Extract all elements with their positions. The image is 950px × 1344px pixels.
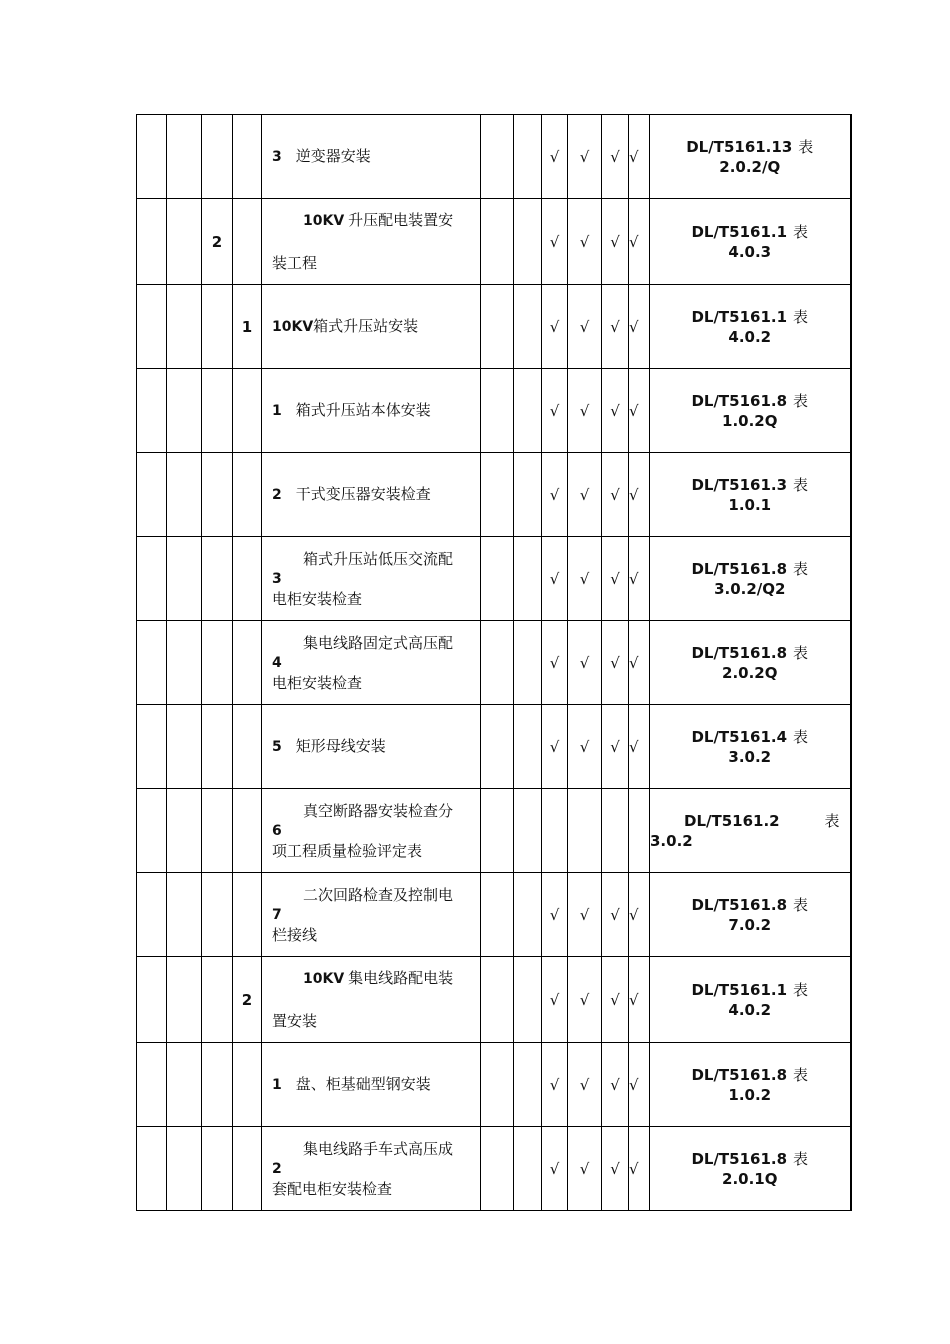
check-cell-4: √ [629,957,650,1043]
col2-cell [167,199,202,285]
item-number: 3 [272,149,282,165]
check-cell-2: √ [568,873,602,957]
check-cell-2: √ [568,957,602,1043]
item-label-line-2: 栏接线 [272,925,318,944]
table-number: 4.0.2 [728,327,772,346]
standard-code-line [650,1149,850,1169]
check-cell-4: √ [629,537,650,621]
blank-cell-a [481,1127,514,1211]
check-cell-2: √ [568,285,602,369]
item-number: 1 [272,1077,282,1093]
blank-cell-b [514,115,542,199]
col2-cell [167,453,202,537]
check-cell-3: √ [602,1127,629,1211]
blank-cell-a [481,115,514,199]
item-label-line-2: 置安装 [272,1012,318,1030]
blank-cell-a [481,957,514,1043]
item-name-cell [262,873,481,957]
check-cell-1: √ [542,957,568,1043]
item-label-line-1: 升压配电装置安 [348,211,454,229]
table-number: 2.0.1Q [722,1169,778,1188]
table-word: 表 [793,643,809,662]
standard-ref-cell [650,199,851,285]
table-word: 表 [824,811,840,830]
standard-ref-cell [650,453,851,537]
col2-cell [167,957,202,1043]
table-row [137,115,851,199]
blank-cell-a [481,1043,514,1127]
blank-cell-b [514,369,542,453]
item-name-cell [262,199,481,285]
blank-cell-a [481,873,514,957]
item-label-line-2: 套配电柜安装检查 [272,1179,393,1198]
table-number: 4.0.2 [728,1000,772,1019]
level3-number-cell [233,453,262,537]
table-number: 3.0.2 [650,831,693,850]
check-cell-1: √ [542,285,568,369]
item-name-cell [262,115,481,199]
standard-code: DL/T5161.8 [691,895,788,914]
standard-code: DL/T5161.8 [691,643,788,662]
item-name-cell [262,789,481,873]
table-row [137,789,851,873]
check-cell-4: √ [629,705,650,789]
level2-number-cell [202,115,233,199]
table-word: 表 [793,475,809,494]
item-prefix: 10KV [303,213,345,229]
standard-ref-cell [650,1043,851,1127]
item-name-cell [262,1127,481,1211]
level3-number-cell [233,1127,262,1211]
blank-cell-a [481,621,514,705]
table-word: 表 [793,895,809,914]
check-cell-2: √ [568,705,602,789]
item-number: 4 [272,654,282,671]
blank-cell-b [514,621,542,705]
check-cell-2: √ [568,621,602,705]
check-cell-4: √ [629,115,650,199]
standard-code: DL/T5161.13 [686,137,793,156]
col1-cell [137,957,167,1043]
table-word: 表 [793,222,809,241]
col1-cell [137,1043,167,1127]
standard-code-line [650,307,850,327]
blank-cell-a [481,285,514,369]
table-number: 4.0.3 [728,242,772,261]
item-number: 6 [272,822,282,839]
table-word: 表 [793,391,809,410]
table-row [137,705,851,789]
standard-ref-cell [650,789,851,873]
standard-code: DL/T5161.1 [691,222,788,241]
level2-number-cell [202,1043,233,1127]
standard-code: DL/T5161.2 [684,811,780,830]
check-cell-3: √ [602,1043,629,1127]
check-cell-2: √ [568,115,602,199]
level3-number-cell: 1 [233,285,262,369]
blank-cell-b [514,873,542,957]
check-cell-4: √ [629,621,650,705]
col2-cell [167,1043,202,1127]
blank-cell-a [481,199,514,285]
col2-cell [167,705,202,789]
level2-number-cell [202,369,233,453]
level3-number-cell [233,115,262,199]
check-cell-3: √ [602,199,629,285]
level2-number-cell [202,789,233,873]
standard-code: DL/T5161.8 [691,1149,788,1168]
col1-cell [137,705,167,789]
table-row [137,285,851,369]
item-label-line-1: 箱式升压站低压交流配 [303,549,454,568]
level2-number-cell [202,453,233,537]
standard-ref-cell [650,1127,851,1211]
item-name-cell [262,369,481,453]
item-name-cell [262,957,481,1043]
col2-cell [167,369,202,453]
item-label-line-1: 集电线路固定式高压配 [303,633,454,652]
level2-number-cell [202,621,233,705]
level3-number-cell [233,199,262,285]
level3-number-cell: 2 [233,957,262,1043]
check-cell-4: √ [629,369,650,453]
check-cell-4: √ [629,199,650,285]
table-number: 1.0.2 [728,1085,772,1104]
table-number: 2.0.2/Q [719,157,781,176]
item-label-line-2: 项工程质量检验评定表 [272,841,423,860]
col2-cell [167,873,202,957]
item-label: 矩形母线安装 [295,737,386,755]
check-cell-1: √ [542,873,568,957]
standard-ref-cell [650,621,851,705]
check-cell-2: √ [568,537,602,621]
check-cell-3: √ [602,369,629,453]
blank-cell-b [514,537,542,621]
level2-number-cell [202,537,233,621]
check-cell-4 [629,789,650,873]
table-row [137,453,851,537]
check-cell-1: √ [542,1127,568,1211]
standard-code-line [650,895,850,915]
item-label-line-2: 装工程 [272,254,318,272]
table-number: 7.0.2 [728,915,772,934]
item-number: 1 [272,403,282,419]
item-label-line-1: 真空断路器安装检查分 [303,801,454,820]
table-row [137,621,851,705]
check-cell-2: √ [568,1043,602,1127]
item-label-line-1: 集电线路配电装 [348,969,454,987]
standard-code: DL/T5161.1 [691,307,788,326]
col2-cell [167,621,202,705]
level3-number-cell [233,1043,262,1127]
standard-code-line [650,1065,850,1085]
blank-cell-b [514,1043,542,1127]
check-cell-3: √ [602,537,629,621]
col1-cell [137,115,167,199]
check-cell-3: √ [602,957,629,1043]
col1-cell [137,621,167,705]
standard-code-line [650,137,850,157]
blank-cell-a [481,453,514,537]
table-word: 表 [793,307,809,326]
standard-ref-cell [650,537,851,621]
table-number: 3.0.2 [728,747,772,766]
standard-code: DL/T5161.8 [691,559,788,578]
blank-cell-a [481,537,514,621]
table-word: 表 [793,980,809,999]
standard-code-line [650,222,850,242]
item-number: 2 [272,1160,282,1177]
item-name-cell [262,285,481,369]
item-label-line-2: 电柜安装检查 [272,589,363,608]
table-number: 3.0.2/Q2 [714,579,786,598]
table-number: 1.0.1 [728,495,772,514]
check-cell-3: √ [602,873,629,957]
level2-number-cell: 2 [202,199,233,285]
check-cell-3: √ [602,621,629,705]
check-cell-3: √ [602,285,629,369]
table-row [137,369,851,453]
item-line-1 [272,199,474,242]
level2-number-cell [202,957,233,1043]
standard-ref-cell [650,369,851,453]
col1-cell [137,199,167,285]
standard-ref-cell [650,705,851,789]
check-cell-1: √ [542,537,568,621]
blank-cell-a [481,789,514,873]
col2-cell [167,285,202,369]
item-label: 盘、柜基础型钢安装 [295,1075,431,1093]
check-cell-3 [602,789,629,873]
table-row [137,1043,851,1127]
standard-code-line [650,980,850,1000]
col1-cell [137,537,167,621]
table-row [137,873,851,957]
blank-cell-a [481,705,514,789]
level3-number-cell [233,621,262,705]
check-cell-3: √ [602,115,629,199]
table-row [137,537,851,621]
check-cell-1: √ [542,199,568,285]
item-label: 箱式升压站本体安装 [295,401,431,419]
check-cell-1: √ [542,1043,568,1127]
item-label-line-1: 二次回路检查及控制电 [303,885,454,904]
check-cell-4: √ [629,1043,650,1127]
check-cell-1: √ [542,115,568,199]
table-row [137,1127,851,1211]
check-cell-3: √ [602,453,629,537]
item-label: 逆变器安装 [295,147,371,165]
standard-code: DL/T5161.8 [691,391,788,410]
table-number: 2.0.2Q [722,663,778,682]
table-word: 表 [798,137,814,156]
level2-number-cell [202,705,233,789]
item-number: 5 [272,739,282,755]
level3-number-cell [233,705,262,789]
standard-code-line [650,727,850,747]
col1-cell [137,789,167,873]
level2-number-cell [202,873,233,957]
standard-ref-cell [650,115,851,199]
item-label: 箱式升压站安装 [313,317,419,335]
level2-number-cell [202,1127,233,1211]
check-cell-1: √ [542,705,568,789]
table-number: 1.0.2Q [722,411,778,430]
standard-code-line [650,643,850,663]
check-cell-4: √ [629,285,650,369]
table-word: 表 [793,1149,809,1168]
item-label-line-1: 集电线路手车式高压成 [303,1139,454,1158]
item-line-1 [272,957,474,1000]
table-row [137,957,851,1043]
item-name-cell [262,453,481,537]
check-cell-1: √ [542,621,568,705]
standard-code: DL/T5161.8 [691,1065,788,1084]
check-cell-1: √ [542,369,568,453]
standard-code-line [650,475,850,495]
table-word: 表 [793,1065,809,1084]
table-word: 表 [793,559,809,578]
table-word: 表 [793,727,809,746]
col2-cell [167,115,202,199]
col1-cell [137,1127,167,1211]
item-number: 7 [272,906,282,923]
col1-cell [137,453,167,537]
standard-code-line [650,391,850,411]
item-name-cell [262,1043,481,1127]
table-row [137,199,851,285]
check-cell-4: √ [629,873,650,957]
item-label: 干式变压器安装检查 [295,485,431,503]
level3-number-cell [233,873,262,957]
standard-code: DL/T5161.1 [691,980,788,999]
inspection-items-table [136,114,852,1211]
standard-code-line [650,559,850,579]
item-name-cell [262,705,481,789]
check-cell-2: √ [568,199,602,285]
standard-code-line [650,811,850,831]
check-cell-4: √ [629,453,650,537]
col1-cell [137,369,167,453]
level2-number-cell [202,285,233,369]
blank-cell-b [514,199,542,285]
level3-number-cell [233,789,262,873]
blank-cell-a [481,369,514,453]
col1-cell [137,873,167,957]
item-prefix: 10KV [272,319,314,335]
standard-ref-cell [650,957,851,1043]
item-name-cell [262,621,481,705]
standard-code: DL/T5161.3 [691,475,788,494]
col2-cell [167,537,202,621]
blank-cell-b [514,705,542,789]
check-cell-1: √ [542,453,568,537]
standard-ref-cell [650,285,851,369]
blank-cell-b [514,1127,542,1211]
check-cell-4: √ [629,1127,650,1211]
standard-code: DL/T5161.4 [691,727,788,746]
level3-number-cell [233,537,262,621]
standard-ref-cell [650,873,851,957]
item-prefix: 10KV [303,971,345,987]
check-cell-2: √ [568,369,602,453]
check-cell-2 [568,789,602,873]
col1-cell [137,285,167,369]
check-cell-1 [542,789,568,873]
level3-number-cell [233,369,262,453]
check-cell-3: √ [602,705,629,789]
item-number: 3 [272,570,282,587]
blank-cell-b [514,453,542,537]
item-name-cell [262,537,481,621]
check-cell-2: √ [568,453,602,537]
item-number: 2 [272,487,282,503]
blank-cell-b [514,957,542,1043]
blank-cell-b [514,789,542,873]
blank-cell-b [514,285,542,369]
col2-cell [167,1127,202,1211]
item-label-line-2: 电柜安装检查 [272,673,363,692]
col2-cell [167,789,202,873]
check-cell-2: √ [568,1127,602,1211]
